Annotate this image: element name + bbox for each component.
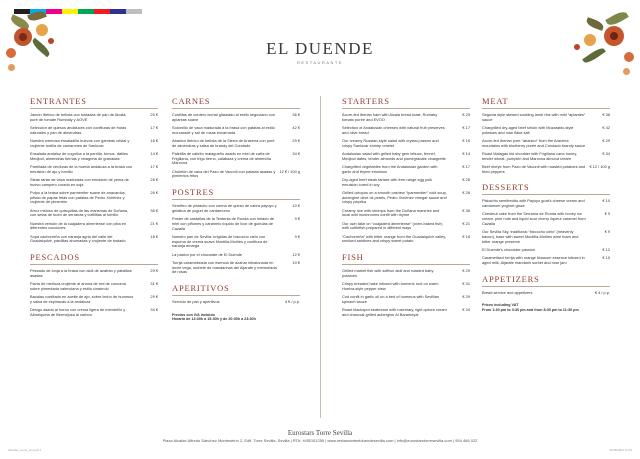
menu-item-description: Nuestro pan de Sevilla: brigidas de bizcocho cielo con espuma de crema suave Montilla-Moriles y confitura de naranja amarga: [172, 233, 268, 249]
menu-item-price: € 21: [462, 220, 470, 226]
menu-item-description: Desigo asado al horno con crema ligera de membrillo y Albariqueta de Bermejosa al carbón: [30, 307, 126, 317]
price-note: Precios con IVA incluido: [172, 312, 215, 317]
menu-section: [172, 187, 300, 275]
menu-item-price: 4 € / p.p.: [284, 298, 300, 304]
menu-item: [30, 269, 158, 278]
menu-item-price: € 42: [602, 125, 610, 130]
menu-item-price: € 16: [462, 138, 470, 143]
menu-item-description: Our creamy Russian-style salad with crystal prawns and crispy Sanlúcar shrimp omelet: [342, 138, 439, 148]
section-heading: MEAT: [482, 96, 610, 109]
menu-item: [30, 126, 158, 135]
menu-item-description: Our own take on “cuajadera almeriense” (oven-baked fish) with cuttlefish prepared in different ways: [342, 220, 443, 231]
menu-item-description: Cod confit in garlic oil on a bed of hummus with Sevillian spinach sauce: [342, 294, 440, 304]
menu-item: [482, 248, 610, 253]
menu-item-price: € 34: [602, 151, 610, 156]
menu-item-description: Grilled octopus on a smooth cashew “Iparmentier” cold soup, aubergine olive oil pearls, Pedro Ximénez vinegar sauce and crispy paprika: [342, 190, 447, 205]
menu-item: [342, 209, 470, 218]
menu-item-price: € 17: [462, 125, 470, 130]
menu-item-description: Nuestra versión de la cuajadera almeriense con piba en diferentes cocciones: [30, 220, 127, 231]
menu-item-description: Pavía de merluza crujiente al aroma de red de curcuma sobre pimentada valenciana y estilo cinabrolo: [30, 281, 126, 291]
menu-item: [342, 282, 470, 291]
column-divider: [320, 96, 321, 418]
menu-item-price: 21 €: [150, 220, 158, 226]
section-heading: APPETIZERS: [482, 274, 610, 287]
menu-item: [342, 178, 470, 187]
menu-item-description: Servicio de pan y aperitivos: [172, 298, 220, 304]
menu-item-description: Acorn-fed Iberian ham with Alcalá bread toast, Rumaby tomato purée and EVOO: [342, 112, 438, 122]
menu-item: [30, 113, 158, 122]
menu-item: [482, 165, 610, 174]
menu-item: [482, 212, 610, 226]
menu-item-price: 34 €: [292, 151, 300, 156]
menu-item-description: Torrija caramelizada con esencia de azahar infusionada en leche vega, sorbete de mandarinas del Aljarafe y mermelada de rosas: [172, 259, 277, 275]
menu-section: [482, 274, 610, 296]
menu-item-price: € 36: [602, 112, 610, 117]
menu-item: [30, 295, 158, 304]
menu-section: [172, 283, 300, 305]
menu-item-price: 26 €: [150, 190, 158, 195]
price-note: Horario de 13:30h a 15:30h y de 20:30h a 23:30h: [172, 317, 256, 322]
menu-item-price: € 31: [462, 281, 470, 287]
menu-item-price: € 18: [462, 233, 470, 239]
menu-item: [30, 152, 158, 161]
menu-item-price: € 12 / 100 g: [589, 164, 610, 169]
menu-item: [30, 139, 158, 148]
menu-item-price: 29 €: [150, 294, 158, 300]
menu-item-price: € 34: [462, 307, 470, 313]
menu-section: [482, 182, 610, 265]
menu-item-price: 10 €: [292, 259, 300, 265]
menu-item-description: Paletilla de cabrito malagueño asado en miel de caña de Frigiliana, con trigo tierno, calabaza y crema de almendra Marcona: [172, 151, 272, 166]
menu-item-price: € 36: [462, 207, 470, 213]
menu-item-description: Nuestra cremosa ensaladilla huevos con gambas cristal y crujiente tortilla de camarones de Sanlúcar: [30, 138, 130, 148]
menu-item: [342, 269, 470, 278]
menu-item-price: 10 €: [292, 203, 300, 209]
column-carnes: [172, 96, 300, 322]
menu-item-description: Beef ribeye from Pazo de Vaconil with roasted potatoes and fried peppers: [482, 164, 586, 174]
print-mark-right: 11/06/2021 11:29: [609, 448, 632, 452]
menu-item-description: Andalusian salad with grilled baby gem lettuce, fennel, Medjool dates, tender almonds and pomegranate vinaigrette: [342, 151, 446, 161]
menu-item-price: € 10: [602, 255, 610, 261]
menu-item: [172, 152, 300, 166]
menu-item-price: € 10: [602, 198, 610, 204]
menu-section: [482, 96, 610, 174]
menu-item: [172, 204, 300, 213]
menu-item: [342, 222, 470, 231]
menu-item: [342, 165, 470, 174]
price-note: From 1:30 pm to 3:30 pm and from 8:30 pm to 11:30 pm: [482, 307, 579, 312]
menu-item-description: Arroz meloso de quisquillas de las marismas de Doñana, con setas de buen de serranas y tortillitas al tomillo: [30, 207, 129, 218]
column-starters: [342, 96, 470, 326]
menu-item: [172, 170, 300, 179]
menu-item-price: 9 €: [294, 216, 300, 222]
menu-item-price: € 25: [462, 112, 470, 117]
menu-section: [30, 252, 158, 317]
menu-item-description: Pulpo a la brasa sobre parmentier suave de anacardos, pétalo de papas fritas con patatas de Pedro Ximénez y crujiente de pimentón: [30, 190, 126, 205]
menu-item-price: 36 €: [292, 112, 300, 117]
menu-item-price: € 29: [602, 138, 610, 143]
menu-item: [482, 113, 610, 122]
menu-item: [172, 126, 300, 135]
menu-item: [342, 308, 470, 317]
menu-item-description: Abanico ibérico de bellota de la Sierra de Aracena con puré de almendras y salsa de brandy del Condado: [172, 138, 275, 148]
menu-item-description: Caramelised torrija with orange blossom essence infused in aged milk, Aljarafe mandarin sorbet and rose jam: [482, 255, 585, 265]
menu-item-description: Solomillo de vaca madurada a la brasa con patatas al estilo morcarade y sal de rosas encarnada: [172, 125, 275, 135]
menu-item: [342, 113, 470, 122]
menu-item-description: Selection of Andalusian cheeses with natural fruit preserves and olive bread: [342, 125, 445, 135]
menu-item: [482, 230, 610, 244]
menu-item-price: 14 €: [150, 151, 158, 156]
menu-item: [172, 113, 300, 122]
menu-item-price: 16 €: [150, 138, 158, 143]
menu-item-price: € 29: [462, 294, 470, 300]
footer-title: Eurostars Torre Sevilla: [287, 429, 353, 437]
menu-item: [172, 217, 300, 231]
menu-page: [4, 4, 636, 455]
menu-item: [30, 308, 158, 317]
menu-item-price: 29 €: [292, 138, 300, 143]
menu-item-description: Creamy rice with shrimps from the Doñana marshes and local wild mushrooms confit with thyme: [342, 207, 440, 218]
menu-item: [30, 222, 158, 231]
print-mark-left: duende_menu_pvo.pdf 1: [8, 448, 42, 452]
menu-item-description: Pistachio semifreddo with Payoyo goat's cheese cream and cardamom yoghurt glaze: [482, 198, 585, 209]
menu-item-price: 9 €: [294, 233, 300, 239]
section-heading: CARNES: [172, 96, 300, 109]
logo-name: EL DUENDE: [266, 39, 374, 58]
menu-item-price: 42 €: [292, 125, 300, 130]
menu-item-description: Chuletón de vaca del Pazo de Vaconil con patatas asadas y pimientos fritos: [172, 168, 276, 179]
menu-item: [172, 139, 300, 148]
menu-item-price: 17 €: [150, 125, 158, 130]
menu-item-description: Our Sevilla Sky, traditional “bizcocho cielo” (heavenly bacon), base with sweet Montilla-Moriles wine foam and bitter orange preserve: [482, 229, 579, 244]
menu-item-price: 29 €: [150, 268, 158, 274]
menu-item: [30, 178, 158, 187]
section-heading: POSTRES: [172, 187, 300, 200]
menu-item: [482, 199, 610, 208]
menu-item: [482, 291, 610, 296]
menu-item: [482, 126, 610, 135]
menu-item: [342, 152, 470, 161]
menu-item-price: 28 €: [150, 177, 158, 182]
menu-item-description: Crispy breaded hake infused with turmeric root on warm Huelva-style pepper stew: [342, 281, 439, 291]
menu-item-description: Dry-aged beef steak tartare with free-range egg yolk emulsion cured in soy: [342, 177, 432, 187]
menu-section: [342, 252, 470, 317]
menu-item-description: El Duende's chocolate passion: [482, 246, 536, 252]
logo-subtitle: RESTAURANTE: [297, 60, 343, 65]
menu-item-price: 34 €: [150, 307, 158, 313]
menu-item: [482, 139, 610, 148]
menu-item-description: Ensalada andaluz de cogollos a la parrilla, tomos, dátiles Medjool, almendras tiernas y vinagreta de granadas: [30, 151, 128, 161]
menu-item-price: € 12: [602, 246, 610, 252]
menu-section: [172, 96, 300, 179]
menu-item-price: 12 € / 100 g: [279, 168, 300, 174]
menu-item-description: “Cachorreña” with bitter orange from the Guadalquivir valley, smoked sardines and crispy sweet potato: [342, 233, 446, 244]
menu-section: [342, 96, 470, 244]
footer: [4, 429, 636, 443]
menu-item-description: Chargrilled vegetables from the Andalusian garden with garlic and thyme emulsion: [342, 164, 438, 174]
section-heading: DESSERTS: [482, 182, 610, 195]
menu-item: [342, 139, 470, 148]
price-note: Prices including VAT: [482, 303, 519, 308]
menu-item-description: Pescado de lonja a la brasa con aioli de azafrán y patatitas asadas: [30, 268, 132, 278]
menu-item: [342, 295, 470, 304]
column-entrantes: [30, 96, 158, 326]
menu-item: [482, 256, 610, 265]
restaurant-logo: [4, 39, 636, 65]
menu-item-description: La pasión por el chocolate de El Duende: [172, 251, 243, 257]
menu-item: [172, 235, 300, 249]
menu-item: [172, 253, 300, 258]
menu-item-price: 17 €: [150, 164, 158, 169]
menu-item-price: € 14: [462, 151, 470, 156]
menu-item-description: Grilled market fish with saffron aioli and roasted baby potatoes: [342, 268, 434, 278]
menu-item-price: € 28: [462, 177, 470, 182]
section-heading: ENTRANTES: [30, 96, 158, 109]
footer-address: Plaza Alcalde Alfredo Sánchez Monteseirín 2, Edif. Torre Sevilla, Sevilla | RTA: H/SE/01255 | www.restauranteelduendesevilla.com | info@eurostarstorresevilla.com | 954 466 022: [162, 438, 478, 443]
menu-item-price: € 29: [462, 268, 470, 274]
menu-item: [30, 235, 158, 244]
menu-item: [342, 235, 470, 244]
menu-item-description: Steak tartar de vaca madurada con emulsión de yema de huevo campero curado en soja: [30, 177, 129, 187]
section-heading: STARTERS: [342, 96, 470, 109]
menu-item: [172, 261, 300, 275]
menu-item-description: Bread service and appetizers: [482, 289, 533, 295]
menu-item-description: Semifrío de pistacho con crema de queso de cabra payoyo y gelatina de yogurt de cardamomo: [172, 203, 277, 213]
menu-item-price: € 9: [604, 211, 610, 217]
menu-item-description: Roast blackspot seabream with rosemary, light quince cream and charcoal-grilled aubergine Al Barameyal: [342, 307, 447, 317]
menu-item-description: Chestnut cake from the Serranía de Ronda with honey ice cream, pine nuts and liquid sour cherry liqueur caramel from Cazalla: [482, 211, 586, 226]
menu-item-description: Poster de castañas de la Tentenia de Ronda con helado de miel con piñones y caramelo líquido de licor de guindas de Cazalla: [172, 216, 275, 231]
menu-item: [342, 126, 470, 135]
menu-item: [30, 282, 158, 291]
menu-item-description: Chargrilled dry-aged beef sirloin with Mozarabic-style potatoes and rose flake salt: [482, 125, 574, 135]
menu-item: [30, 191, 158, 205]
menu-item-price: € 26: [462, 190, 470, 195]
section-heading: FISH: [342, 252, 470, 265]
menu-item-price: 31 €: [150, 281, 158, 287]
section-heading: APERITIVOS: [172, 283, 300, 296]
menu-item-description: Sopa cachorreña con naranja agria del valle del Guadalquivir, pardillas ahumadas y crujiente de tostado: [30, 233, 126, 244]
menu-item: [30, 209, 158, 218]
menu-item-description: Costillas de cordero lechal glaseado al estilo segoviano con apiantas suave: [172, 112, 275, 122]
menu-item-price: € 17: [462, 164, 470, 169]
section-heading: PESCADOS: [30, 252, 158, 265]
menu-item: [30, 165, 158, 174]
menu-item-description: Roast Malagan kid shoulder with Frigiliana cane honey, tender wheat, pumpkin and Marcona almond cream: [482, 151, 578, 161]
menu-item: [172, 300, 300, 305]
menu-item-price: 18 €: [150, 233, 158, 239]
menu-item: [482, 152, 610, 161]
menu-item-price: € 4 / p.p.: [594, 289, 610, 295]
menu-item-description: Parrillada de verduras de la huerta andaluza a la brasa con emulsión de ajo y tomillo: [30, 164, 133, 174]
menu-item-description: Segovia style stewed suckling lamb ribs with mild “apiantes” sauce: [482, 112, 586, 122]
menu-item-price: 25 €: [150, 112, 158, 117]
menu-item-price: 36 €: [150, 207, 158, 213]
menu-item-description: Jamón Ibérico de bellota con tostadas de pan de Alcalá, puré de tomate Rumbaly y AOVE: [30, 112, 127, 122]
menu-item-price: € 9: [604, 229, 610, 235]
menu-section: [30, 96, 158, 244]
menu-item: [342, 191, 470, 205]
column-meat: [482, 96, 610, 312]
menu-item-price: 12 €: [292, 251, 300, 257]
menu-item-description: Selección de quesos andaluces con confituras de frutas naturales y pan de almendras: [30, 125, 127, 135]
menu-item-description: Bacalao confitado en aceite de ajo, sobre lecho de hummus y salsa de espinacas a la andaluza: [30, 294, 134, 304]
menu-item-description: Acorn-fed Iberian pork “abanico” from the Aracena mountains with blueberry purée and Condado brandy sauce: [482, 138, 586, 148]
